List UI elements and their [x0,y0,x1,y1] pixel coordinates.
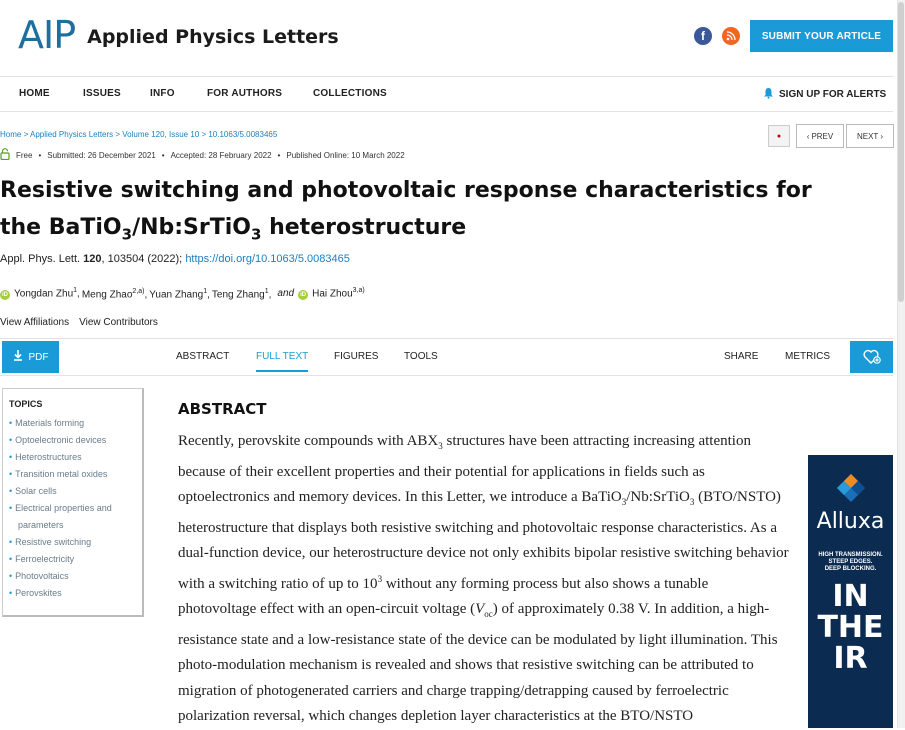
rss-icon[interactable] [722,27,740,45]
author-name: Yongdan Zhu [14,288,74,300]
separator-dot: • [38,151,42,160]
ad-headline-line: IR [833,641,868,676]
bullet-icon: • [9,418,13,428]
abstract-superscript: 3 [377,573,383,584]
ad-tagline-line: HIGH TRANSMISSION. [818,552,883,558]
scrollbar-thumb[interactable] [898,2,904,302]
abstract-text-run: without any forming process but also shows a tunable photovoltage effect with an open-circuit voltage ( [178,575,709,617]
abstract-subscript: 3 [438,441,443,451]
view-affiliations-link[interactable]: View Affiliations [0,317,70,328]
separator-dot: • [277,151,281,160]
topic-label: Materials forming [15,418,85,428]
topics-list [3,415,142,602]
access-label: Free [16,151,33,160]
abstract-text [178,429,790,730]
topic-label: Solar cells [15,486,57,496]
prev-article-button[interactable] [796,124,844,148]
topic-label: Heterostructures [15,452,82,462]
ad-tagline [808,552,893,573]
next-label: NEXT [856,131,879,141]
topics-panel [2,388,144,617]
nav-home[interactable]: HOME [19,88,50,99]
topics-heading: TOPICS [9,399,43,409]
ad-tagline-line: STEEP EDGES. [828,559,873,565]
title-subscript: 3 [251,225,262,244]
author-list [0,287,367,300]
topic-label: Electrical properties and [15,503,112,513]
topic-item[interactable] [9,466,142,483]
bullet-icon: • [9,537,13,547]
author-affiliation-marker: 1 [203,287,208,295]
abstract-subscript: 3 [621,497,627,507]
topic-label: Ferroelectricity [15,554,75,564]
sign-up-alerts-link[interactable] [763,87,886,102]
pdf-button[interactable] [2,341,59,373]
separator-dot: • [161,151,165,160]
alluxa-logo-icon [836,473,866,503]
bullet-icon: • [9,588,13,598]
alluxa-advertisement[interactable] [808,455,893,728]
ad-headline-line: THE [817,610,884,645]
author-affiliation-marker: 1 [264,287,269,295]
topic-item[interactable] [9,551,142,568]
title-part: /Nb:SrTiO [132,215,251,240]
metrics-button[interactable]: METRICS [785,351,830,362]
topic-item[interactable] [9,449,142,466]
accepted-date: Accepted: 28 February 2022 [170,151,272,160]
abstract-text-run: structures have been attracting increasing attention because of their excellent properties and their potential for applications in fields such as optoelectronics and memory devices. In this Letter, we introduce a BaTiO [178,433,751,505]
author-link[interactable]: Teng Zhang$^1$, [211,287,272,300]
chevron-left-icon: ‹ [806,131,810,141]
topic-item[interactable] [9,568,142,585]
author-link[interactable]: iD Yongdan Zhu$^1$, [2,287,80,300]
abstract-heading: ABSTRACT [178,400,267,418]
view-links [0,317,158,328]
topic-label: parameters [18,520,64,530]
author-name: Teng Zhang [211,288,265,300]
bullet-icon: • [9,571,13,581]
author-link[interactable] [298,287,365,300]
topic-label: Optoelectronic devices [15,435,107,445]
bullet-icon: • [9,503,13,513]
author-affiliation-marker: 1 [73,287,78,294]
abstract-text-run: Recently, perovskite compounds with ABX [178,433,439,449]
topic-label: Transition metal oxides [15,469,108,479]
citation-journal: Appl. Phys. Lett. [0,253,84,265]
abstract-subscript: 3 [689,497,695,507]
bullet-icon: • [9,435,13,445]
bullet-icon: • [9,554,13,564]
share-button[interactable]: SHARE [724,351,759,362]
tab-tools[interactable]: TOOLS [404,351,438,362]
prev-label: PREV [811,131,834,141]
facebook-icon[interactable]: f [694,27,712,45]
ad-headline [808,581,893,674]
citation-pages: , 103504 (2022); [101,253,186,265]
and-word: and [277,288,295,300]
citation-volume: 120 [83,253,102,265]
topic-item[interactable] [9,500,142,517]
submitted-date: Submitted: 26 December 2021 [47,151,156,160]
title-part: Resistive switching and photovoltaic response characteristics for the BaTiO [0,178,812,240]
tab-full-text[interactable]: FULL TEXT [256,351,308,372]
nav-for-authors[interactable]: FOR AUTHORS [207,88,283,99]
topic-item[interactable] [9,517,142,534]
alerts-label: SIGN UP FOR ALERTS [779,89,887,100]
article-tabbar [0,338,893,376]
check-for-updates-icon[interactable]: ● [768,125,790,147]
author-link[interactable]: Yuan Zhang$^1$, [149,287,210,300]
add-to-collection-icon[interactable] [850,341,893,373]
ad-tagline-line: DEEP BLOCKING. [824,566,877,572]
download-icon [13,350,23,364]
author-affiliation-marker: 3,a) [352,287,365,294]
bullet-icon: • [9,469,13,479]
main-nav [0,76,893,112]
bullet-icon: • [9,486,13,496]
bell-icon [763,87,774,102]
journal-title: Applied Physics Letters [87,26,339,48]
nav-info[interactable]: INFO [150,88,175,99]
abstract-text-run: /Nb:SrTiO [626,489,690,505]
voc-symbol: V [475,601,485,617]
tab-abstract[interactable]: ABSTRACT [176,351,230,362]
abstract-text-run: (BTO/NSTO) heterostructure that displays both resistive switching and photovoltaic response characteristics. As a dual-function device, our heterostructure device not only exhibits bipolar resistive switching behavior with a switching ratio of up to 10 [178,489,789,592]
title-subscript: 3 [121,225,133,244]
topic-item[interactable] [9,585,142,602]
submit-article-button[interactable]: SUBMIT YOUR ARTICLE [750,20,893,52]
topic-item[interactable] [9,483,142,500]
pdf-label: PDF [28,351,49,363]
next-article-button[interactable] [846,124,894,148]
ad-brand: Alluxa [816,509,885,534]
chevron-right-icon: › [880,131,883,141]
article-title [0,172,820,253]
voc-subscript: oc [484,609,493,619]
topic-item[interactable] [9,534,142,551]
nav-collections[interactable]: COLLECTIONS [313,88,387,99]
author-name: Meng Zhao [81,288,133,300]
author-link[interactable]: Meng Zhao$^{2,a)}$, [81,287,148,300]
bullet-icon: • [9,452,13,462]
published-date: Published Online: 10 March 2022 [286,151,405,160]
breadcrumb[interactable]: Home > Applied Physics Letters > Volume 120, Issue 10 > 10.1063/5.0083465 [0,130,278,139]
author-name: Hai Zhou [312,288,353,300]
abstract-text-run: ) of approximately 0.38 V. In addition, a high-resistance state and a low-resistance state of the device can be modulated by light illumination. This photo-modulation mechanism is revealed and shows that resistive switching can be attributed to migration of photogenerated carriers and charge trapping/detrapping caused by ferroelectric polarization reversal, which changes depletion layer characteristics at the BTO/NSTO [178,601,778,724]
topic-label: Resistive switching [15,537,92,547]
orcid-icon[interactable]: iD [300,292,307,299]
view-contributors-link[interactable]: View Contributors [79,317,158,328]
orcid-icon[interactable]: iD [2,292,8,299]
aip-logo-mark: AIP [18,13,76,57]
nav-issues[interactable]: ISSUES [83,88,121,99]
author-name: Yuan Zhang [149,288,204,300]
author-affiliation-marker: 2,a) [132,287,145,295]
tab-figures[interactable]: FIGURES [334,351,379,362]
article-meta [0,148,405,163]
open-lock-icon [0,148,10,163]
topic-item[interactable] [9,415,142,432]
ad-headline-line: IN [832,579,869,614]
doi-link[interactable]: https://doi.org/10.1063/5.0083465 [185,253,350,265]
journal-logo[interactable] [18,13,339,57]
title-part: heterostructure [261,215,467,240]
citation [0,253,350,265]
topic-item[interactable] [9,432,142,449]
topic-label: Perovskites [15,588,62,598]
topic-label: Photovoltaics [15,571,69,581]
